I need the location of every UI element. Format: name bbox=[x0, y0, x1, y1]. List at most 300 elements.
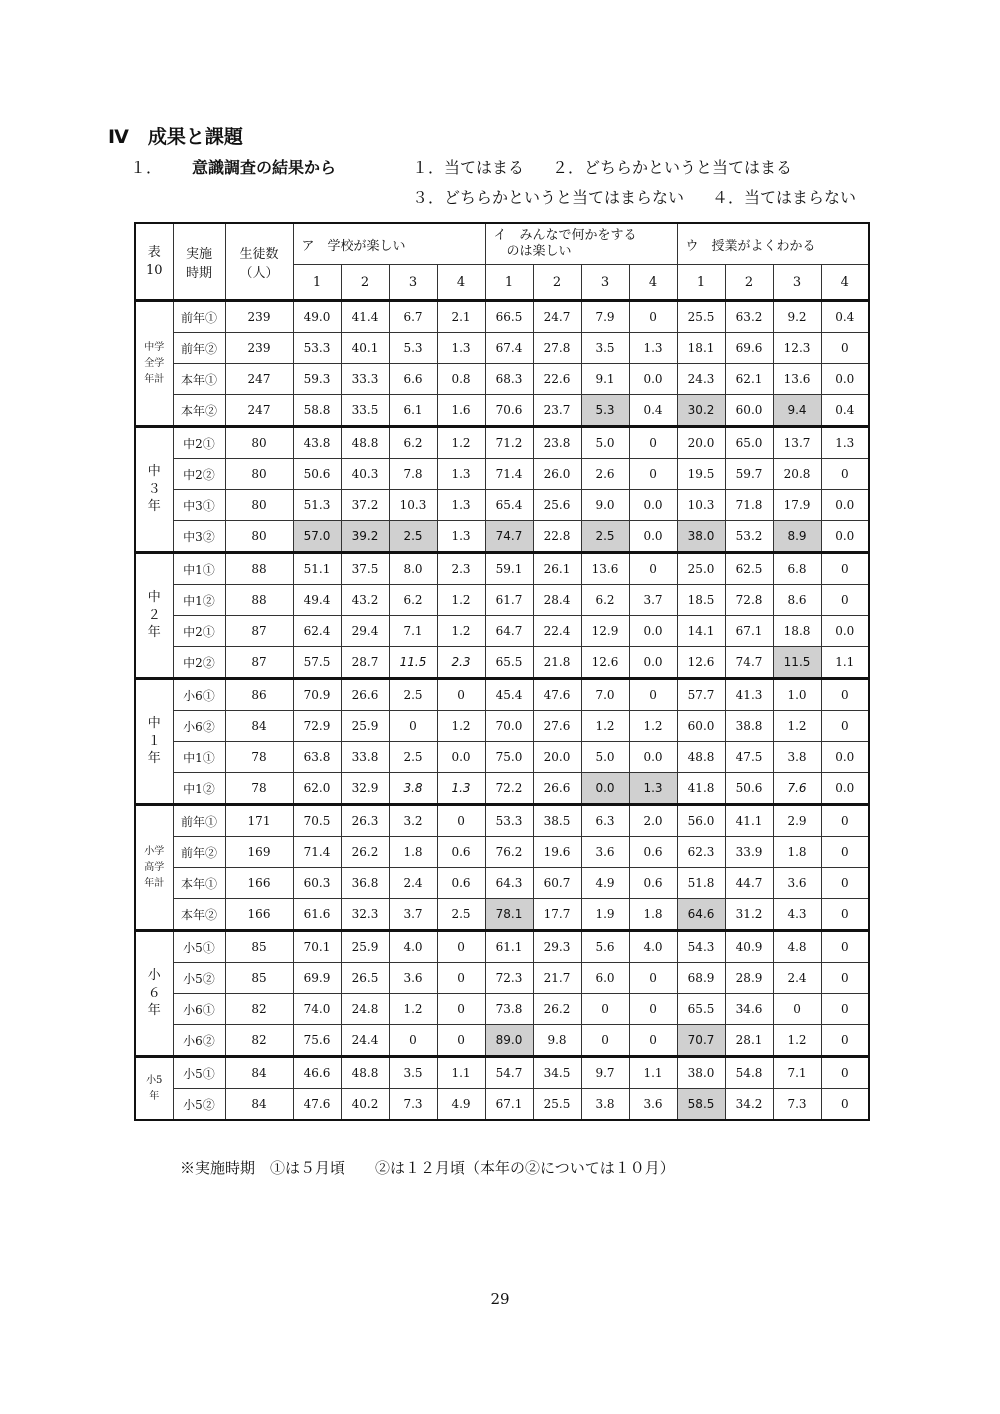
value-cell: 2.9 bbox=[773, 805, 821, 837]
student-count-cell: 239 bbox=[225, 301, 293, 333]
value-cell: 1.9 bbox=[581, 899, 629, 931]
value-cell: 46.6 bbox=[293, 1057, 341, 1089]
value-cell: 38.8 bbox=[725, 711, 773, 742]
value-cell: 25.0 bbox=[677, 553, 725, 585]
period-cell: 小6② bbox=[173, 711, 225, 742]
value-cell: 60.0 bbox=[677, 711, 725, 742]
value-cell: 3.8 bbox=[581, 1089, 629, 1121]
value-cell: 53.3 bbox=[485, 805, 533, 837]
value-cell: 0 bbox=[821, 679, 869, 711]
value-cell: 1.3 bbox=[437, 490, 485, 521]
student-count-cell: 84 bbox=[225, 711, 293, 742]
value-cell: 67.4 bbox=[485, 333, 533, 364]
value-cell: 0.0 bbox=[581, 773, 629, 805]
value-cell: 62.3 bbox=[677, 837, 725, 868]
period-cell: 本年① bbox=[173, 868, 225, 899]
value-cell: 69.6 bbox=[725, 333, 773, 364]
value-cell: 28.4 bbox=[533, 585, 581, 616]
value-cell: 0 bbox=[629, 1025, 677, 1057]
value-cell: 2.5 bbox=[389, 742, 437, 773]
value-cell: 27.6 bbox=[533, 711, 581, 742]
value-cell: 13.6 bbox=[773, 364, 821, 395]
value-cell: 74.7 bbox=[725, 647, 773, 679]
table-row bbox=[135, 395, 869, 427]
student-count-cell: 87 bbox=[225, 616, 293, 647]
student-count-cell: 166 bbox=[225, 899, 293, 931]
value-cell: 3.8 bbox=[773, 742, 821, 773]
period-cell: 中2① bbox=[173, 616, 225, 647]
value-cell: 41.4 bbox=[341, 301, 389, 333]
value-cell: 41.8 bbox=[677, 773, 725, 805]
value-cell: 40.9 bbox=[725, 931, 773, 963]
column-number: 4 bbox=[821, 265, 869, 301]
value-cell: 3.5 bbox=[581, 333, 629, 364]
value-cell: 28.9 bbox=[725, 963, 773, 994]
value-cell: 65.4 bbox=[485, 490, 533, 521]
value-cell: 68.9 bbox=[677, 963, 725, 994]
value-cell: 49.0 bbox=[293, 301, 341, 333]
header-students: 生徒数 （人） bbox=[225, 223, 293, 301]
value-cell: 0.0 bbox=[437, 742, 485, 773]
value-cell: 3.6 bbox=[773, 868, 821, 899]
value-cell: 1.8 bbox=[629, 899, 677, 931]
value-cell: 4.0 bbox=[389, 931, 437, 963]
period-cell: 中1② bbox=[173, 585, 225, 616]
value-cell: 1.2 bbox=[437, 711, 485, 742]
value-cell: 25.9 bbox=[341, 711, 389, 742]
value-cell: 34.5 bbox=[533, 1057, 581, 1089]
value-cell: 24.8 bbox=[341, 994, 389, 1025]
value-cell: 65.5 bbox=[485, 647, 533, 679]
legend-line-2 bbox=[412, 185, 884, 208]
value-cell: 68.3 bbox=[485, 364, 533, 395]
value-cell: 4.0 bbox=[629, 931, 677, 963]
value-cell: 0 bbox=[629, 553, 677, 585]
value-cell: 7.3 bbox=[773, 1089, 821, 1121]
value-cell: 0 bbox=[821, 899, 869, 931]
table-row bbox=[135, 647, 869, 679]
value-cell: 3.7 bbox=[629, 585, 677, 616]
value-cell: 50.6 bbox=[293, 459, 341, 490]
column-number: 2 bbox=[533, 265, 581, 301]
value-cell: 6.0 bbox=[581, 963, 629, 994]
value-cell: 74.7 bbox=[485, 521, 533, 553]
subsection-number: １． bbox=[130, 158, 163, 177]
value-cell: 0 bbox=[437, 1025, 485, 1057]
value-cell: 21.7 bbox=[533, 963, 581, 994]
value-cell: 51.1 bbox=[293, 553, 341, 585]
value-cell: 0.0 bbox=[629, 364, 677, 395]
table-group bbox=[135, 1057, 869, 1121]
value-cell: 0.8 bbox=[437, 364, 485, 395]
period-cell: 中1① bbox=[173, 742, 225, 773]
value-cell: 33.5 bbox=[341, 395, 389, 427]
value-cell: 67.1 bbox=[725, 616, 773, 647]
value-cell: 7.6 bbox=[773, 773, 821, 805]
value-cell: 30.2 bbox=[677, 395, 725, 427]
value-cell: 2.1 bbox=[437, 301, 485, 333]
table-row bbox=[135, 521, 869, 553]
value-cell: 72.8 bbox=[725, 585, 773, 616]
period-cell: 前年① bbox=[173, 805, 225, 837]
value-cell: 0.4 bbox=[821, 301, 869, 333]
value-cell: 61.7 bbox=[485, 585, 533, 616]
value-cell: 6.2 bbox=[581, 585, 629, 616]
value-cell: 45.4 bbox=[485, 679, 533, 711]
student-count-cell: 82 bbox=[225, 994, 293, 1025]
column-number: 3 bbox=[581, 265, 629, 301]
value-cell: 64.7 bbox=[485, 616, 533, 647]
value-cell: 33.8 bbox=[341, 742, 389, 773]
value-cell: 17.7 bbox=[533, 899, 581, 931]
value-cell: 31.2 bbox=[725, 899, 773, 931]
period-cell: 中2② bbox=[173, 647, 225, 679]
value-cell: 66.5 bbox=[485, 301, 533, 333]
value-cell: 0 bbox=[629, 679, 677, 711]
value-cell: 2.3 bbox=[437, 647, 485, 679]
value-cell: 29.3 bbox=[533, 931, 581, 963]
value-cell: 70.7 bbox=[677, 1025, 725, 1057]
value-cell: 76.2 bbox=[485, 837, 533, 868]
student-count-cell: 88 bbox=[225, 585, 293, 616]
value-cell: 0 bbox=[821, 931, 869, 963]
value-cell: 0 bbox=[821, 963, 869, 994]
value-cell: 0.0 bbox=[629, 616, 677, 647]
value-cell: 1.0 bbox=[773, 679, 821, 711]
period-cell: 中2② bbox=[173, 459, 225, 490]
student-count-cell: 85 bbox=[225, 931, 293, 963]
value-cell: 0 bbox=[821, 333, 869, 364]
value-cell: 1.2 bbox=[581, 711, 629, 742]
value-cell: 51.8 bbox=[677, 868, 725, 899]
value-cell: 0 bbox=[581, 1025, 629, 1057]
period-cell: 小5② bbox=[173, 1089, 225, 1121]
value-cell: 23.7 bbox=[533, 395, 581, 427]
table-row bbox=[135, 553, 869, 585]
header-question-a: ア 学校が楽しい bbox=[293, 223, 485, 265]
value-cell: 71.8 bbox=[725, 490, 773, 521]
table-label: 表 10 bbox=[135, 223, 173, 301]
value-cell: 2.0 bbox=[629, 805, 677, 837]
value-cell: 1.3 bbox=[629, 333, 677, 364]
value-cell: 7.1 bbox=[389, 616, 437, 647]
value-cell: 59.7 bbox=[725, 459, 773, 490]
table-row bbox=[135, 931, 869, 963]
value-cell: 3.6 bbox=[629, 1089, 677, 1121]
value-cell: 75.0 bbox=[485, 742, 533, 773]
legend-item: ３．どちらかというと当てはまらない bbox=[412, 188, 685, 207]
legend-item: ２．どちらかというと当てはまる bbox=[552, 158, 793, 177]
column-number: 3 bbox=[773, 265, 821, 301]
value-cell: 6.1 bbox=[389, 395, 437, 427]
value-cell: 61.1 bbox=[485, 931, 533, 963]
value-cell: 0 bbox=[821, 459, 869, 490]
column-number: 4 bbox=[629, 265, 677, 301]
value-cell: 57.7 bbox=[677, 679, 725, 711]
value-cell: 74.0 bbox=[293, 994, 341, 1025]
value-cell: 24.3 bbox=[677, 364, 725, 395]
value-cell: 0 bbox=[629, 301, 677, 333]
legend-item: １．当てはまる bbox=[412, 158, 525, 177]
value-cell: 43.8 bbox=[293, 427, 341, 459]
value-cell: 3.5 bbox=[389, 1057, 437, 1089]
table-row bbox=[135, 1025, 869, 1057]
value-cell: 5.6 bbox=[581, 931, 629, 963]
value-cell: 33.3 bbox=[341, 364, 389, 395]
student-count-cell: 84 bbox=[225, 1089, 293, 1121]
value-cell: 0 bbox=[437, 931, 485, 963]
value-cell: 2.3 bbox=[437, 553, 485, 585]
value-cell: 10.3 bbox=[677, 490, 725, 521]
student-count-cell: 80 bbox=[225, 427, 293, 459]
value-cell: 89.0 bbox=[485, 1025, 533, 1057]
value-cell: 6.3 bbox=[581, 805, 629, 837]
value-cell: 6.2 bbox=[389, 585, 437, 616]
value-cell: 0 bbox=[389, 1025, 437, 1057]
value-cell: 0 bbox=[821, 1025, 869, 1057]
value-cell: 59.3 bbox=[293, 364, 341, 395]
value-cell: 0.0 bbox=[821, 616, 869, 647]
table-row bbox=[135, 364, 869, 395]
value-cell: 26.5 bbox=[341, 963, 389, 994]
table-row bbox=[135, 616, 869, 647]
header-period: 実施 時期 bbox=[173, 223, 225, 301]
value-cell: 4.9 bbox=[437, 1089, 485, 1121]
value-cell: 22.8 bbox=[533, 521, 581, 553]
column-number: 1 bbox=[677, 265, 725, 301]
period-cell: 本年① bbox=[173, 364, 225, 395]
value-cell: 5.3 bbox=[581, 395, 629, 427]
period-cell: 本年② bbox=[173, 395, 225, 427]
value-cell: 69.9 bbox=[293, 963, 341, 994]
value-cell: 1.2 bbox=[437, 616, 485, 647]
value-cell: 70.5 bbox=[293, 805, 341, 837]
value-cell: 25.5 bbox=[533, 1089, 581, 1121]
value-cell: 0.6 bbox=[629, 868, 677, 899]
value-cell: 0 bbox=[821, 1089, 869, 1121]
value-cell: 37.2 bbox=[341, 490, 389, 521]
value-cell: 47.6 bbox=[533, 679, 581, 711]
value-cell: 51.3 bbox=[293, 490, 341, 521]
value-cell: 24.4 bbox=[341, 1025, 389, 1057]
value-cell: 70.6 bbox=[485, 395, 533, 427]
table-group bbox=[135, 553, 869, 679]
period-cell: 前年① bbox=[173, 301, 225, 333]
column-number: 2 bbox=[341, 265, 389, 301]
table-group bbox=[135, 805, 869, 931]
student-count-cell: 78 bbox=[225, 773, 293, 805]
group-label: 中 ３ 年 bbox=[135, 427, 173, 553]
value-cell: 0.6 bbox=[437, 868, 485, 899]
value-cell: 1.8 bbox=[773, 837, 821, 868]
value-cell: 19.6 bbox=[533, 837, 581, 868]
table-row bbox=[135, 868, 869, 899]
value-cell: 0 bbox=[821, 868, 869, 899]
period-cell: 前年② bbox=[173, 333, 225, 364]
table-row bbox=[135, 490, 869, 521]
value-cell: 7.8 bbox=[389, 459, 437, 490]
value-cell: 7.1 bbox=[773, 1057, 821, 1089]
table-row bbox=[135, 805, 869, 837]
value-cell: 1.2 bbox=[437, 585, 485, 616]
value-cell: 24.7 bbox=[533, 301, 581, 333]
value-cell: 0 bbox=[773, 994, 821, 1025]
value-cell: 61.6 bbox=[293, 899, 341, 931]
value-cell: 13.6 bbox=[581, 553, 629, 585]
column-number: 2 bbox=[725, 265, 773, 301]
value-cell: 0 bbox=[437, 805, 485, 837]
value-cell: 2.5 bbox=[581, 521, 629, 553]
value-cell: 26.2 bbox=[533, 994, 581, 1025]
value-cell: 44.7 bbox=[725, 868, 773, 899]
header-question-c: ウ 授業がよくわかる bbox=[677, 223, 869, 265]
value-cell: 43.2 bbox=[341, 585, 389, 616]
value-cell: 67.1 bbox=[485, 1089, 533, 1121]
student-count-cell: 247 bbox=[225, 395, 293, 427]
value-cell: 38.0 bbox=[677, 1057, 725, 1089]
value-cell: 26.6 bbox=[533, 773, 581, 805]
value-cell: 1.2 bbox=[389, 994, 437, 1025]
value-cell: 40.1 bbox=[341, 333, 389, 364]
table-row bbox=[135, 899, 869, 931]
value-cell: 54.7 bbox=[485, 1057, 533, 1089]
value-cell: 12.6 bbox=[677, 647, 725, 679]
value-cell: 58.8 bbox=[293, 395, 341, 427]
value-cell: 3.6 bbox=[389, 963, 437, 994]
value-cell: 70.9 bbox=[293, 679, 341, 711]
value-cell: 0.6 bbox=[629, 837, 677, 868]
value-cell: 9.7 bbox=[581, 1057, 629, 1089]
value-cell: 0.0 bbox=[629, 521, 677, 553]
value-cell: 8.9 bbox=[773, 521, 821, 553]
value-cell: 14.1 bbox=[677, 616, 725, 647]
value-cell: 21.8 bbox=[533, 647, 581, 679]
value-cell: 11.5 bbox=[389, 647, 437, 679]
table-row bbox=[135, 837, 869, 868]
value-cell: 0 bbox=[581, 994, 629, 1025]
value-cell: 60.7 bbox=[533, 868, 581, 899]
value-cell: 3.8 bbox=[389, 773, 437, 805]
period-cell: 小6② bbox=[173, 1025, 225, 1057]
value-cell: 64.3 bbox=[485, 868, 533, 899]
group-label: 小学 高学 年計 bbox=[135, 805, 173, 931]
period-cell: 中1② bbox=[173, 773, 225, 805]
student-count-cell: 82 bbox=[225, 1025, 293, 1057]
value-cell: 12.9 bbox=[581, 616, 629, 647]
value-cell: 75.6 bbox=[293, 1025, 341, 1057]
value-cell: 2.5 bbox=[437, 899, 485, 931]
value-cell: 17.9 bbox=[773, 490, 821, 521]
student-count-cell: 239 bbox=[225, 333, 293, 364]
value-cell: 6.8 bbox=[773, 553, 821, 585]
period-cell: 小6① bbox=[173, 994, 225, 1025]
value-cell: 26.3 bbox=[341, 805, 389, 837]
student-count-cell: 80 bbox=[225, 521, 293, 553]
student-count-cell: 86 bbox=[225, 679, 293, 711]
value-cell: 0.0 bbox=[821, 773, 869, 805]
table-group bbox=[135, 931, 869, 1057]
value-cell: 71.4 bbox=[485, 459, 533, 490]
table-row bbox=[135, 994, 869, 1025]
value-cell: 1.3 bbox=[437, 333, 485, 364]
value-cell: 37.5 bbox=[341, 553, 389, 585]
value-cell: 1.3 bbox=[437, 459, 485, 490]
table-row bbox=[135, 711, 869, 742]
table-row bbox=[135, 1089, 869, 1121]
student-count-cell: 80 bbox=[225, 459, 293, 490]
value-cell: 28.1 bbox=[725, 1025, 773, 1057]
student-count-cell: 80 bbox=[225, 490, 293, 521]
value-cell: 0.0 bbox=[821, 490, 869, 521]
student-count-cell: 171 bbox=[225, 805, 293, 837]
value-cell: 1.3 bbox=[437, 521, 485, 553]
period-cell: 中2① bbox=[173, 427, 225, 459]
value-cell: 7.3 bbox=[389, 1089, 437, 1121]
value-cell: 20.0 bbox=[533, 742, 581, 773]
value-cell: 48.8 bbox=[341, 1057, 389, 1089]
value-cell: 40.3 bbox=[341, 459, 389, 490]
value-cell: 34.2 bbox=[725, 1089, 773, 1121]
value-cell: 60.0 bbox=[725, 395, 773, 427]
value-cell: 0 bbox=[437, 963, 485, 994]
period-cell: 小5① bbox=[173, 1057, 225, 1089]
value-cell: 0 bbox=[821, 994, 869, 1025]
value-cell: 0.4 bbox=[629, 395, 677, 427]
value-cell: 32.3 bbox=[341, 899, 389, 931]
value-cell: 62.0 bbox=[293, 773, 341, 805]
value-cell: 10.3 bbox=[389, 490, 437, 521]
value-cell: 65.5 bbox=[677, 994, 725, 1025]
table-row bbox=[135, 1057, 869, 1089]
value-cell: 73.8 bbox=[485, 994, 533, 1025]
value-cell: 0 bbox=[437, 679, 485, 711]
value-cell: 4.9 bbox=[581, 868, 629, 899]
period-cell: 中3② bbox=[173, 521, 225, 553]
student-count-cell: 247 bbox=[225, 364, 293, 395]
value-cell: 5.0 bbox=[581, 427, 629, 459]
value-cell: 0 bbox=[821, 805, 869, 837]
value-cell: 64.6 bbox=[677, 899, 725, 931]
value-cell: 0 bbox=[821, 585, 869, 616]
table-group bbox=[135, 301, 869, 427]
student-count-cell: 78 bbox=[225, 742, 293, 773]
footnote: ※実施時期 ①は５月頃 ②は１２月頃（本年の②については１０月） bbox=[180, 1159, 675, 1177]
survey-table bbox=[134, 222, 870, 1121]
value-cell: 22.4 bbox=[533, 616, 581, 647]
value-cell: 6.6 bbox=[389, 364, 437, 395]
table-row bbox=[135, 333, 869, 364]
value-cell: 50.6 bbox=[725, 773, 773, 805]
value-cell: 0.0 bbox=[821, 521, 869, 553]
column-number: 1 bbox=[293, 265, 341, 301]
value-cell: 0 bbox=[821, 553, 869, 585]
value-cell: 2.4 bbox=[773, 963, 821, 994]
table-row bbox=[135, 742, 869, 773]
value-cell: 1.2 bbox=[773, 711, 821, 742]
value-cell: 9.2 bbox=[773, 301, 821, 333]
group-label: 小 ６ 年 bbox=[135, 931, 173, 1057]
value-cell: 32.9 bbox=[341, 773, 389, 805]
value-cell: 59.1 bbox=[485, 553, 533, 585]
value-cell: 5.0 bbox=[581, 742, 629, 773]
value-cell: 1.6 bbox=[437, 395, 485, 427]
value-cell: 2.5 bbox=[389, 521, 437, 553]
table-row bbox=[135, 427, 869, 459]
value-cell: 0.0 bbox=[629, 490, 677, 521]
value-cell: 78.1 bbox=[485, 899, 533, 931]
student-count-cell: 169 bbox=[225, 837, 293, 868]
value-cell: 12.3 bbox=[773, 333, 821, 364]
